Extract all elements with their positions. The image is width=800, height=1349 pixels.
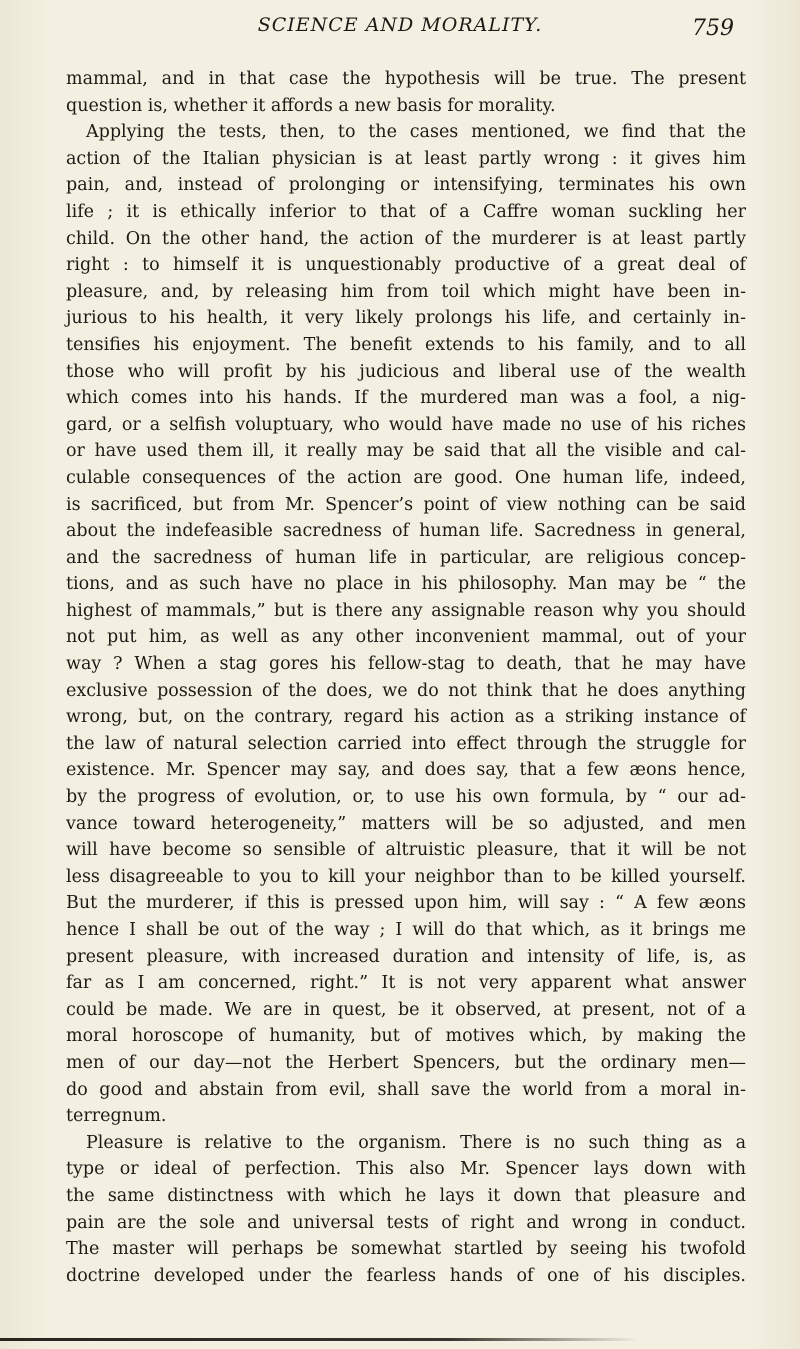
text-line: But the murderer, if this is pressed upon him, will say : “ A few æons [66,893,746,914]
text-line: do good and abstain from evil, shall save the world from a moral in- [66,1079,746,1100]
text-line: men of our day—not the Herbert Spencers, but the ordinary men— [66,1052,746,1073]
text-line: exclusive possession of the does, we do not think that he does anything [66,680,746,701]
text-line: about the indefeasible sacredness of human life. Sacredness in general, [66,521,746,542]
text-line: tensifies his enjoyment. The benefit extends to his family, and to all [66,334,746,355]
text-line: way ? When a stag gores his fellow-stag to death, that he may have [66,654,746,675]
text-line: by the progress of evolution, or, to use his own formula, by “ our ad- [66,787,746,808]
text-line: jurious to his health, it very likely prolongs his life, and certainly in- [66,308,746,329]
text-line: not put him, as well as any other inconvenient mammal, out of your [66,627,746,648]
running-title: SCIENCE AND MORALITY. [257,14,543,36]
text-line: moral horoscope of humanity, but of motives which, by making the [66,1026,746,1047]
text-line: pain are the sole and universal tests of right and wrong in conduct. [66,1212,746,1233]
text-line: gard, or a selfish voluptuary, who would have made no use of his riches [66,414,746,435]
text-line: right : to himself it is unquestionably productive of a great deal of [66,255,746,276]
text-line: tions, and as such have no place in his philosophy. Man may be “ the [66,574,746,595]
text-line: question is, whether it affords a new basis for morality. [66,95,556,116]
text-line: the same distinctness with which he lays it down that pleasure and [66,1185,746,1206]
page-number: 759 [692,16,734,41]
text-line: hence I shall be out of the way ; I will do that which, as it brings me [66,920,746,940]
text-line: doctrine developed under the fearless hands of one of his disciples. [66,1265,746,1286]
text-line: The master will perhaps be somewhat startled by seeing his twofold [66,1239,746,1260]
text-line: vance toward heterogeneity,” matters will be so adjusted, and men [66,813,746,834]
text-line: could be made. We are in quest, be it observed, at present, not of a [66,999,746,1020]
text-line: those who will profit by his judicious and liberal use of the wealth [66,361,746,382]
text-line: is sacrificed, but from Mr. Spencer’s point of view nothing can be said [66,494,746,515]
text-line: highest of mammals,” but is there any assignable reason why you should [66,600,746,621]
text-line: life ; it is ethically inferior to that of a Caffre woman suckling her [66,201,746,222]
text-line: far as I am concerned, right.” It is not very apparent what answer [66,973,746,994]
text-line: pleasure, and, by releasing him from toil which might have been in- [66,281,746,302]
text-line: Pleasure is relative to the organism. There is no such thing as a [86,1132,746,1153]
body-text [66,66,746,1289]
text-line: will have become so sensible of altruistic pleasure, that it will be not [66,840,746,861]
page-edge-shadow [0,1338,640,1341]
text-line: wrong, but, on the contrary, regard his action as a striking instance of [66,707,746,728]
text-line: culable consequences of the action are good. One human life, indeed, [66,467,746,488]
text-line: mammal, and in that case the hypothesis will be true. The present [66,69,746,89]
text-line: existence. Mr. Spencer may say, and does say, that a few æons hence, [66,760,746,781]
text-line: and the sacredness of human life in particular, are religious concep- [66,547,746,568]
text-line: type or ideal of perfection. This also Mr. Spencer lays down with [66,1159,746,1180]
text-line: action of the Italian physician is at least partly wrong : it gives him [66,148,746,169]
text-line: pain, and, instead of prolonging or intensifying, terminates his own [66,175,746,196]
text-line: or have used them ill, it really may be said that all the visible and cal- [66,441,746,462]
text-line: terregnum. [66,1106,167,1127]
text-line: the law of natural selection carried into effect through the struggle for [66,733,746,754]
text-line: child. On the other hand, the action of the murderer is at least partly [66,228,746,249]
text-line: less disagreeable to you to kill your neighbor than to be killed yourself. [66,866,746,887]
text-line: which comes into his hands. If the murdered man was a fool, a nig- [66,388,746,409]
text-line: present pleasure, with increased duration and intensity of life, is, as [66,946,746,967]
text-line: Applying the tests, then, to the cases mentioned, we find that the [86,122,746,143]
